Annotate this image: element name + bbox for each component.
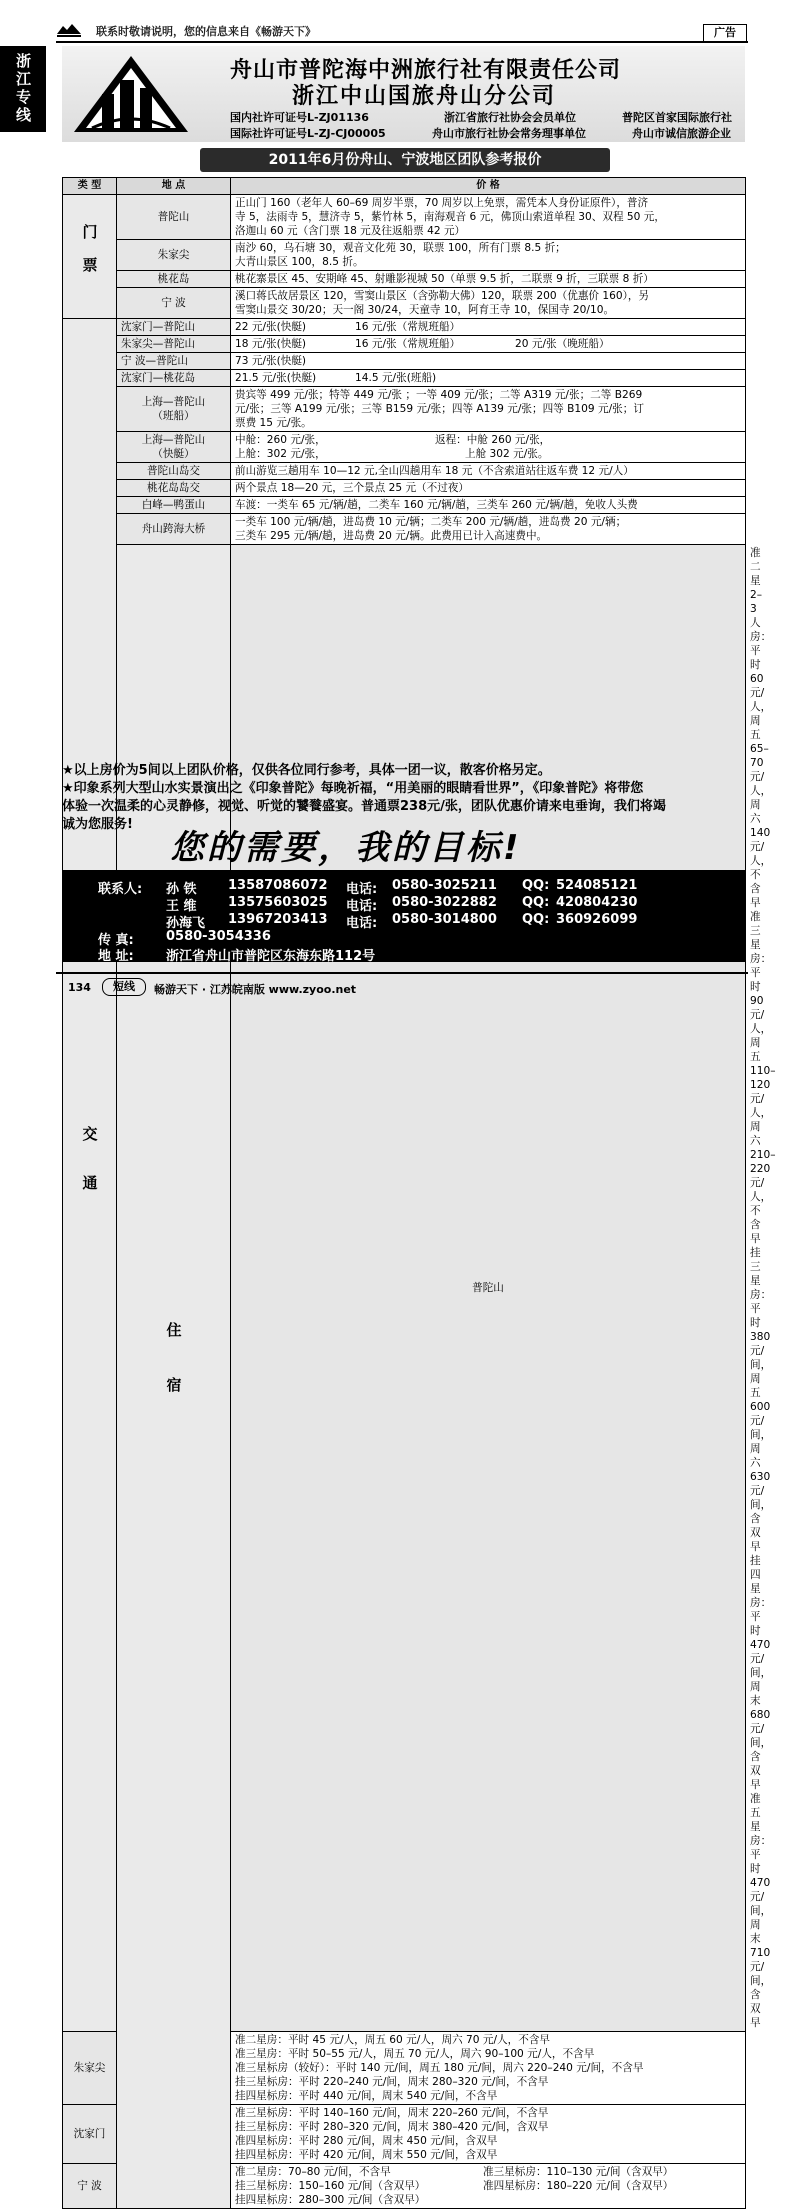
contact-qq-label: QQ: <box>522 912 550 927</box>
table-row: 住宿 普陀山 准二星 2–3 人房：平时 60 元/人，周五 65–70 元/人，周六 140 元/人，不含早 准三星房：平时 90 元/人，周五 110–120 元/人，周六 210–220 元/人，不含早 挂三星房：平时 380 元/间，周五 600 元/间，周六 630 元/间，含双早 挂四星房：平时 470 元/间，周末 680 元/间，含双早 准五星房：平时 470 元/间，周末 710 元/间，含双早 <box>63 545 746 2032</box>
price-cell: 21.5 元/张(快艇) 14.5 元/张(班船) <box>231 370 746 387</box>
contact-qq-label: QQ: <box>522 878 550 893</box>
contact-qq: 420804230 <box>556 895 638 910</box>
note-show-3: 诚为您服务! <box>62 817 133 832</box>
address-label: 地 址: <box>98 949 134 964</box>
table-row <box>63 514 746 545</box>
category-transport: 交通 <box>63 319 117 2032</box>
table-header-row <box>63 178 746 195</box>
price-table <box>62 177 776 2209</box>
price-cell: 22 元/张(快艇) 16 元/张（常规班船） <box>231 319 746 336</box>
price-cell: 桃花寨景区 45、安期峰 45、射雕影视城 50（单票 9.5 折，二联票 9 折，三联票 8 折） <box>231 271 746 288</box>
location-cell: 白峰—鸭蛋山 <box>117 497 231 514</box>
price-cell: 准二星房：70–80 元/间，不含早 准三星标房：110–130 元/间（含双早） 挂三星标房：150–160 元/间（含双早） 准四星标房：180–220 元/间（含双早） 挂四星标房：280–300 元/间（含双早） <box>231 2164 746 2209</box>
honor-credit: 舟山市诚信旅游企业 <box>632 127 731 140</box>
report-title: 2011年6月份舟山、宁波地区团队参考报价 <box>200 148 610 172</box>
category-lodging: 住宿 <box>117 545 231 2209</box>
location-cell: 朱家尖 <box>117 240 231 271</box>
contact-name: 孙 铁 <box>166 882 197 897</box>
location-cell: 沈家门 <box>63 2105 117 2164</box>
contact-tel-label: 电话: <box>346 882 378 897</box>
location-cell: 上海—普陀山 （班船） <box>117 387 231 432</box>
fax-number: 0580-3054336 <box>166 929 271 944</box>
location-cell: 沈家门—普陀山 <box>117 319 231 336</box>
slogan: 您的需要，我的目标! <box>170 828 522 868</box>
table-row <box>63 480 746 497</box>
contact-mobile: 13587086072 <box>228 878 328 893</box>
section-side-tab: 浙江专线 <box>0 46 46 132</box>
table-row <box>63 387 746 432</box>
contact-tel-label: 电话: <box>346 899 378 914</box>
location-cell: 宁 波—普陀山 <box>117 353 231 370</box>
company-header <box>62 46 745 142</box>
location-cell: 舟山跨海大桥 <box>117 514 231 545</box>
address: 浙江省舟山市普陀区东海东路112号 <box>166 949 376 964</box>
contact-mobile: 13575603025 <box>228 895 328 910</box>
price-cell: 贵宾等 499 元/张；特等 449 元/张 ；一等 409 元/张；二等 A319 元/张；二等 B269 元/张；三等 A199 元/张；三等 B159 元/张；四等 A139 元/张；四等 B109 元/张；订 票费 15 元/张。 <box>231 387 746 432</box>
price-cell: 车渡：一类车 65 元/辆/趟，二类车 160 元/辆/趟，三类车 260 元/辆/趟，免收人头费 <box>231 497 746 514</box>
table-row <box>63 195 746 240</box>
section-badge: 短线 <box>102 978 146 996</box>
company-emblem-icon <box>72 54 190 134</box>
price-cell: 准三星标房：平时 140–160 元/间，周末 220–260 元/间，不含早 挂三星标房：平时 280–320 元/间，周末 380–420 元/间，含双早 准四星标房：平时 280 元/间，周末 450 元/间，含双早 挂四星标房：平时 420 元/间，周末 550 元/间，含双早 <box>231 2105 746 2164</box>
price-cell: 73 元/张(快艇) <box>231 353 746 370</box>
table-row <box>63 370 746 387</box>
membership-province: 浙江省旅行社协会会员单位 <box>444 111 576 124</box>
contact-name: 孙海飞 <box>166 916 206 931</box>
location-cell: 朱家尖—普陀山 <box>117 336 231 353</box>
table-row <box>63 497 746 514</box>
contact-tel: 0580-3025211 <box>392 878 497 893</box>
location-cell: 普陀山 <box>117 195 231 240</box>
location-cell: 普陀山 <box>231 545 746 2032</box>
price-cell: 一类车 100 元/辆/趟，进岛费 10 元/辆；二类车 200 元/辆/趟，进岛费 20 元/辆； 三类车 295 元/辆/趟，进岛费 20 元/辆。此费用已计入高速费中。 <box>231 514 746 545</box>
location-cell: 桃花岛 <box>117 271 231 288</box>
company-name-primary: 舟山市普陀海中洲旅行社有限责任公司 <box>230 58 622 83</box>
contact-tel-label: 电话: <box>346 916 378 931</box>
membership-city: 舟山市旅行社协会常务理事单位 <box>432 127 586 140</box>
fax-label: 传 真: <box>98 933 134 948</box>
contact-qq-label: QQ: <box>522 895 550 910</box>
honor-first-intl: 普陀区首家国际旅行社 <box>622 111 732 124</box>
contact-tel: 0580-3022882 <box>392 895 497 910</box>
table-row <box>63 353 746 370</box>
company-name-secondary: 浙江中山国旅舟山分公司 <box>292 84 557 109</box>
license-international: 国际社许可证号L-ZJ-CJ00005 <box>230 127 386 140</box>
top-rule <box>56 41 748 43</box>
header-price: 价 格 <box>231 178 746 195</box>
price-cell: 溪口蒋氏故居景区 120，雪窦山景区（含弥勒大佛）120，联票 200（优惠价 160），另 雪窦山景交 30/20；天一阁 30/24，天童寺 10，阿育王寺 10，保国寺 20/10。 <box>231 288 746 319</box>
price-cell: 南沙 60，乌石塘 30，观音文化苑 30，联票 100，所有门票 8.5 折； 大青山景区 100，8.5 折。 <box>231 240 746 271</box>
location-cell: 朱家尖 <box>63 2032 117 2105</box>
contact-label: 联系人: <box>98 882 143 897</box>
note-show-2: 体验一次温柔的心灵静修，视觉、听觉的饕餮盛宴。普通票238元/张，团队优惠价请来电垂询，我们将竭 <box>62 799 666 814</box>
header-location: 地 点 <box>117 178 231 195</box>
table-row <box>63 271 746 288</box>
header-type: 类 型 <box>63 178 117 195</box>
page-footer <box>56 972 748 996</box>
price-cell: 正山门 160（老年人 60–69 周岁半票，70 周岁以上免票，需凭本人身份证原件），普济 寺 5，法雨寺 5，慧济寺 5，紫竹林 5，南海观音 6 元，佛顶山索道单程 30、双程 50 元， 洛迦山 60 元（含门票 18 元及往返船票 42 元） <box>231 195 746 240</box>
license-domestic: 国内社许可证号L-ZJ01136 <box>230 111 369 124</box>
location-cell: 桃花岛岛交 <box>117 480 231 497</box>
location-cell: 宁 波 <box>63 2164 117 2209</box>
location-cell: 上海—普陀山 （快艇） <box>117 432 231 463</box>
contact-qq: 524085121 <box>556 878 638 893</box>
contact-name: 王 维 <box>166 899 197 914</box>
magazine-name: 畅游天下 · 江苏皖南版 www.zyoo.net <box>154 983 357 996</box>
contact-mobile: 13967203413 <box>228 912 328 927</box>
category-tickets: 门票 <box>63 195 117 319</box>
table-row <box>63 336 746 353</box>
magazine-logo-icon <box>56 22 82 38</box>
page-number: 134 <box>68 981 91 994</box>
table-row <box>63 463 746 480</box>
price-cell: 两个景点 18—20 元，三个景点 25 元（不过夜） <box>231 480 746 497</box>
location-cell: 沈家门—桃花岛 <box>117 370 231 387</box>
location-cell: 宁 波 <box>117 288 231 319</box>
table-row <box>63 432 746 463</box>
table-row <box>63 319 746 336</box>
contact-qq: 360926099 <box>556 912 638 927</box>
ad-tag: 广告 <box>703 24 747 42</box>
source-notice: 联系时敬请说明，您的信息来自《畅游天下》 <box>96 25 316 38</box>
contact-tel: 0580-3014800 <box>392 912 497 927</box>
note-show-1: ★印象系列大型山水实景演出之《印象普陀》每晚祈福，“用美丽的眼睛看世界”，《印象普陀》将带您 <box>62 781 644 796</box>
table-row <box>63 240 746 271</box>
price-cell: 中舱：260 元/张， 返程：中舱 260 元/张， 上舱：302 元/张， 上舱 302 元/张。 <box>231 432 746 463</box>
contact-box <box>62 870 745 962</box>
price-cell: 前山游览三趟用车 10—12 元,全山四趟用车 18 元（不含索道站往返车费 12 元/人） <box>231 463 746 480</box>
top-bar <box>0 0 800 46</box>
note-price: ★以上房价为5间以上团队价格，仅供各位同行参考，具体一团一议，散客价格另定。 <box>62 763 551 778</box>
price-cell: 18 元/张(快艇) 16 元/张（常规班船） 20 元/张（晚班船） <box>231 336 746 353</box>
price-cell: 准二星房：平时 45 元/人，周五 60 元/人，周六 70 元/人，不含早 准三星房：平时 50–55 元/人，周五 70 元/人，周六 90–100 元/人，不含早 准三星标房（较好）：平时 140 元/间，周五 180 元/间，周六 220–240 元/间，不含早 挂三星标房：平时 220–240 元/间，周末 280–320 元/间，不含早 挂四星标房：平时 440 元/间，周末 540 元/间，不含早 <box>231 2032 746 2105</box>
location-cell: 普陀山岛交 <box>117 463 231 480</box>
table-row <box>63 288 746 319</box>
